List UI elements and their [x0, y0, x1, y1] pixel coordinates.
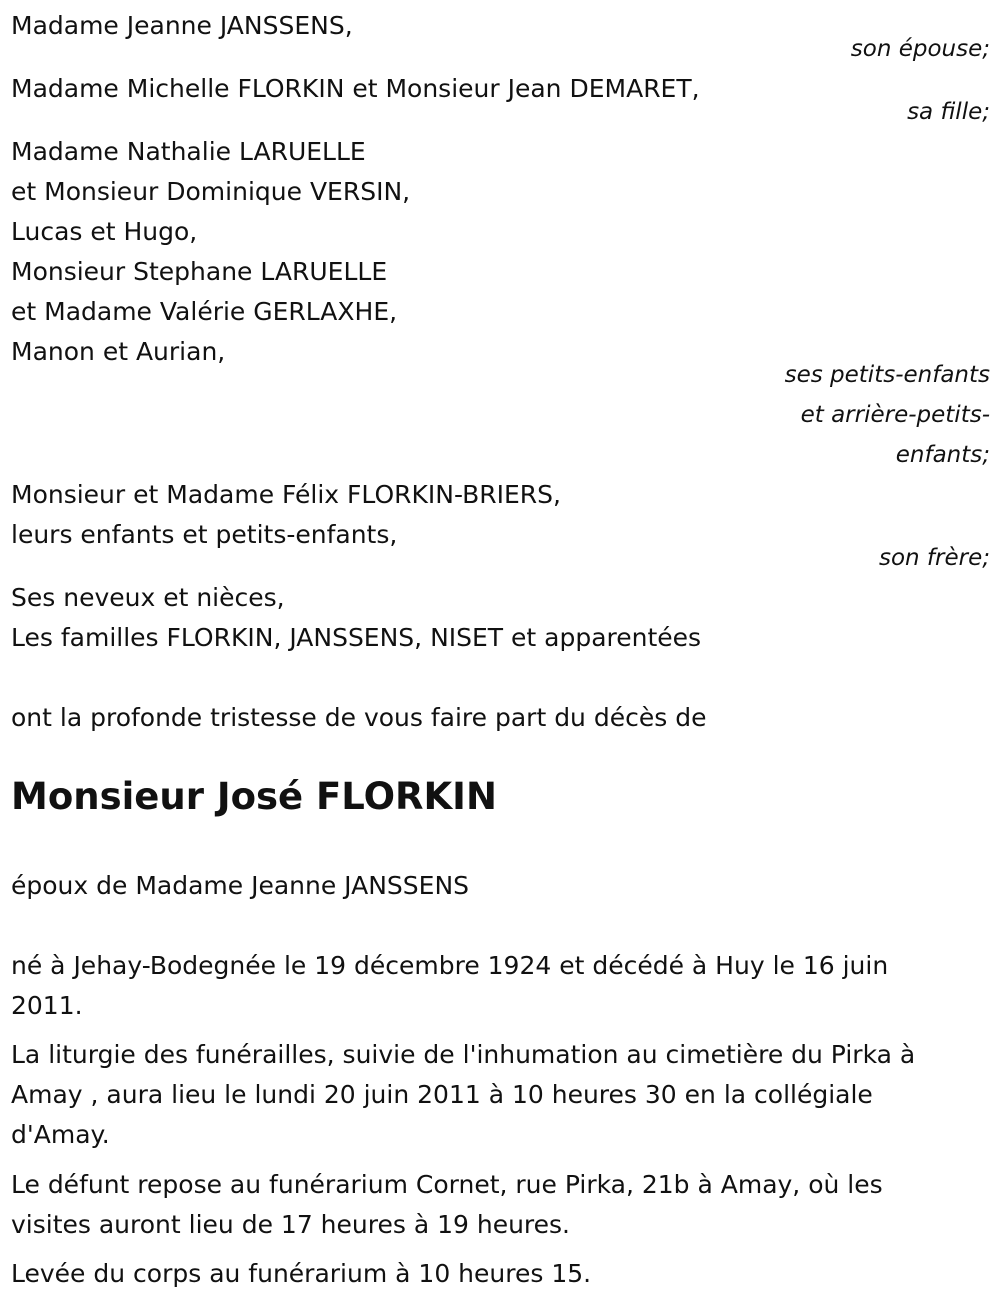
grandchildren-role: ses petits-enfants	[784, 362, 990, 388]
spouse-role: son épouse;	[850, 36, 990, 62]
departure-text: Levée du corps au funérarium à 10 heures 15.	[11, 1259, 592, 1288]
daughter-role: sa fille;	[907, 99, 990, 125]
daughter-name: Madame Michelle FLORKIN et Monsieur Jean DEMARET,	[11, 74, 700, 103]
grandchildren-line: Lucas et Hugo,	[11, 217, 198, 246]
funeral-line: d'Amay.	[11, 1120, 110, 1149]
grandchildren-role: et arrière-petits-	[800, 402, 990, 428]
grandchildren-line: Madame Nathalie LARUELLE	[11, 137, 366, 166]
deceased-name: Monsieur José FLORKIN	[11, 775, 497, 818]
relatives-line: Ses neveux et nièces,	[11, 583, 285, 612]
spouse-name: Madame Jeanne JANSSENS,	[11, 11, 353, 40]
brother-line: leurs enfants et petits-enfants,	[11, 520, 398, 549]
grandchildren-line: Manon et Aurian,	[11, 337, 226, 366]
spouse-of-text: époux de Madame Jeanne JANSSENS	[11, 871, 470, 900]
funeral-line: Amay , aura lieu le lundi 20 juin 2011 à 10 heures 30 en la collégiale	[11, 1080, 873, 1109]
grandchildren-line: et Madame Valérie GERLAXHE,	[11, 297, 398, 326]
grandchildren-role: enfants;	[895, 442, 990, 468]
brother-line: Monsieur et Madame Félix FLORKIN-BRIERS,	[11, 480, 561, 509]
grandchildren-line: Monsieur Stephane LARUELLE	[11, 257, 388, 286]
grandchildren-line: et Monsieur Dominique VERSIN,	[11, 177, 411, 206]
visit-line: Le défunt repose au funérarium Cornet, rue Pirka, 21b à Amay, où les	[11, 1170, 883, 1199]
birth-death-line: né à Jehay-Bodegnée le 19 décembre 1924 et décédé à Huy le 16 juin	[11, 951, 889, 980]
announcement-text: ont la profonde tristesse de vous faire part du décès de	[11, 703, 707, 732]
visit-line: visites auront lieu de 17 heures à 19 heures.	[11, 1210, 570, 1239]
brother-role: son frère;	[878, 545, 990, 571]
funeral-line: La liturgie des funérailles, suivie de l'inhumation au cimetière du Pirka à	[11, 1040, 916, 1069]
relatives-line: Les familles FLORKIN, JANSSENS, NISET et apparentées	[11, 623, 702, 652]
birth-death-line: 2011.	[11, 991, 83, 1020]
